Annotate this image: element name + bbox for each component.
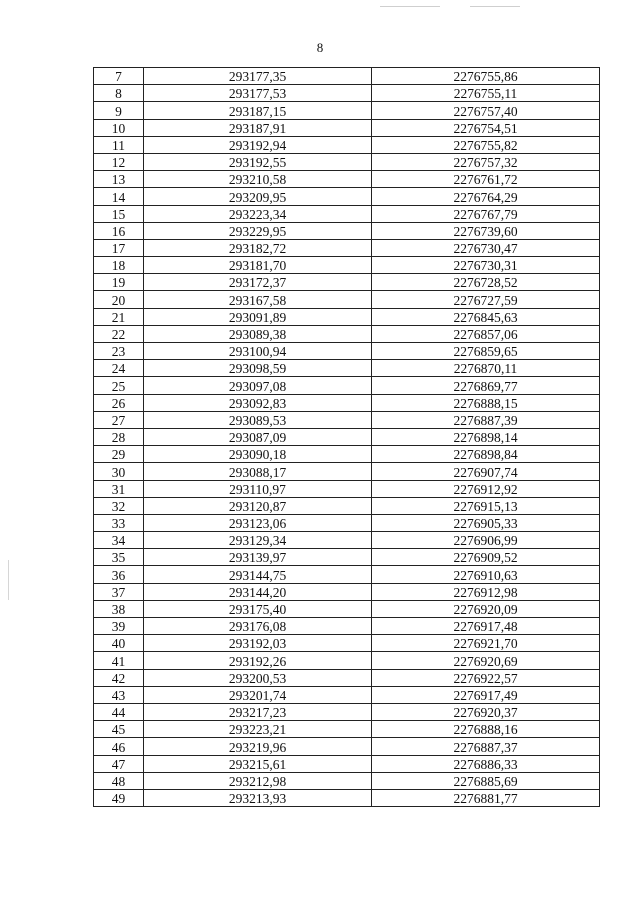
point-number-cell: 46 — [94, 738, 144, 755]
x-coordinate-cell: 293201,74 — [144, 686, 372, 703]
table-row — [94, 618, 600, 635]
table-row — [94, 239, 600, 256]
table-row — [94, 480, 600, 497]
y-coordinate-cell: 2276917,48 — [372, 618, 600, 635]
point-number-cell: 34 — [94, 532, 144, 549]
x-coordinate-cell: 293139,97 — [144, 549, 372, 566]
y-coordinate-cell: 2276917,49 — [372, 686, 600, 703]
table-row — [94, 772, 600, 789]
coordinates-table-container — [93, 67, 599, 807]
table-row — [94, 738, 600, 755]
page-number: 8 — [316, 40, 324, 55]
point-number-cell: 24 — [94, 360, 144, 377]
table-row — [94, 308, 600, 325]
x-coordinate-cell: 293192,55 — [144, 153, 372, 170]
point-number-cell: 32 — [94, 497, 144, 514]
table-row — [94, 669, 600, 686]
point-number-cell: 14 — [94, 188, 144, 205]
point-number-cell: 9 — [94, 102, 144, 119]
point-number-cell: 27 — [94, 411, 144, 428]
point-number-cell: 33 — [94, 514, 144, 531]
x-coordinate-cell: 293187,91 — [144, 119, 372, 136]
y-coordinate-cell: 2276757,40 — [372, 102, 600, 119]
table-row — [94, 652, 600, 669]
coordinates-table — [93, 67, 600, 807]
x-coordinate-cell: 293181,70 — [144, 257, 372, 274]
x-coordinate-cell: 293092,83 — [144, 394, 372, 411]
point-number-cell: 18 — [94, 257, 144, 274]
x-coordinate-cell: 293192,03 — [144, 635, 372, 652]
y-coordinate-cell: 2276912,92 — [372, 480, 600, 497]
x-coordinate-cell: 293100,94 — [144, 343, 372, 360]
table-row — [94, 600, 600, 617]
table-row — [94, 686, 600, 703]
table-row — [94, 153, 600, 170]
point-number-cell: 22 — [94, 325, 144, 342]
point-number-cell: 38 — [94, 600, 144, 617]
y-coordinate-cell: 2276909,52 — [372, 549, 600, 566]
table-row — [94, 755, 600, 772]
table-row — [94, 119, 600, 136]
x-coordinate-cell: 293144,20 — [144, 583, 372, 600]
point-number-cell: 42 — [94, 669, 144, 686]
point-number-cell: 31 — [94, 480, 144, 497]
x-coordinate-cell: 293091,89 — [144, 308, 372, 325]
table-row — [94, 102, 600, 119]
point-number-cell: 35 — [94, 549, 144, 566]
y-coordinate-cell: 2276881,77 — [372, 789, 600, 806]
point-number-cell: 49 — [94, 789, 144, 806]
y-coordinate-cell: 2276757,32 — [372, 153, 600, 170]
y-coordinate-cell: 2276921,70 — [372, 635, 600, 652]
x-coordinate-cell: 293175,40 — [144, 600, 372, 617]
y-coordinate-cell: 2276739,60 — [372, 222, 600, 239]
table-row — [94, 497, 600, 514]
y-coordinate-cell: 2276730,31 — [372, 257, 600, 274]
x-coordinate-cell: 293215,61 — [144, 755, 372, 772]
y-coordinate-cell: 2276915,13 — [372, 497, 600, 514]
table-row — [94, 789, 600, 806]
x-coordinate-cell: 293229,95 — [144, 222, 372, 239]
y-coordinate-cell: 2276845,63 — [372, 308, 600, 325]
table-row — [94, 205, 600, 222]
table-row — [94, 188, 600, 205]
point-number-cell: 11 — [94, 136, 144, 153]
table-row — [94, 136, 600, 153]
point-number-cell: 40 — [94, 635, 144, 652]
table-row — [94, 274, 600, 291]
table-row — [94, 514, 600, 531]
y-coordinate-cell: 2276886,33 — [372, 755, 600, 772]
x-coordinate-cell: 293213,93 — [144, 789, 372, 806]
point-number-cell: 19 — [94, 274, 144, 291]
y-coordinate-cell: 2276754,51 — [372, 119, 600, 136]
x-coordinate-cell: 293187,15 — [144, 102, 372, 119]
x-coordinate-cell: 293087,09 — [144, 428, 372, 445]
y-coordinate-cell: 2276907,74 — [372, 463, 600, 480]
point-number-cell: 12 — [94, 153, 144, 170]
y-coordinate-cell: 2276912,98 — [372, 583, 600, 600]
table-row — [94, 257, 600, 274]
y-coordinate-cell: 2276755,11 — [372, 85, 600, 102]
x-coordinate-cell: 293210,58 — [144, 171, 372, 188]
x-coordinate-cell: 293200,53 — [144, 669, 372, 686]
y-coordinate-cell: 2276859,65 — [372, 343, 600, 360]
x-coordinate-cell: 293209,95 — [144, 188, 372, 205]
table-row — [94, 85, 600, 102]
point-number-cell: 28 — [94, 428, 144, 445]
x-coordinate-cell: 293089,53 — [144, 411, 372, 428]
table-row — [94, 446, 600, 463]
table-row — [94, 411, 600, 428]
point-number-cell: 43 — [94, 686, 144, 703]
point-number-cell: 21 — [94, 308, 144, 325]
x-coordinate-cell: 293172,37 — [144, 274, 372, 291]
x-coordinate-cell: 293123,06 — [144, 514, 372, 531]
x-coordinate-cell: 293223,21 — [144, 721, 372, 738]
table-row — [94, 566, 600, 583]
point-number-cell: 13 — [94, 171, 144, 188]
table-row — [94, 532, 600, 549]
y-coordinate-cell: 2276755,82 — [372, 136, 600, 153]
y-coordinate-cell: 2276764,29 — [372, 188, 600, 205]
y-coordinate-cell: 2276888,16 — [372, 721, 600, 738]
point-number-cell: 7 — [94, 68, 144, 85]
y-coordinate-cell: 2276755,86 — [372, 68, 600, 85]
y-coordinate-cell: 2276728,52 — [372, 274, 600, 291]
x-coordinate-cell: 293219,96 — [144, 738, 372, 755]
x-coordinate-cell: 293182,72 — [144, 239, 372, 256]
x-coordinate-cell: 293192,94 — [144, 136, 372, 153]
x-coordinate-cell: 293089,38 — [144, 325, 372, 342]
y-coordinate-cell: 2276920,09 — [372, 600, 600, 617]
scan-artifact-top — [380, 6, 440, 7]
point-number-cell: 20 — [94, 291, 144, 308]
x-coordinate-cell: 293176,08 — [144, 618, 372, 635]
table-row — [94, 463, 600, 480]
y-coordinate-cell: 2276920,37 — [372, 703, 600, 720]
point-number-cell: 30 — [94, 463, 144, 480]
table-row — [94, 428, 600, 445]
table-row — [94, 583, 600, 600]
table-row — [94, 68, 600, 85]
y-coordinate-cell: 2276730,47 — [372, 239, 600, 256]
table-row — [94, 549, 600, 566]
point-number-cell: 17 — [94, 239, 144, 256]
y-coordinate-cell: 2276870,11 — [372, 360, 600, 377]
y-coordinate-cell: 2276910,63 — [372, 566, 600, 583]
table-row — [94, 343, 600, 360]
point-number-cell: 29 — [94, 446, 144, 463]
x-coordinate-cell: 293088,17 — [144, 463, 372, 480]
table-row — [94, 721, 600, 738]
point-number-cell: 39 — [94, 618, 144, 635]
point-number-cell: 36 — [94, 566, 144, 583]
point-number-cell: 48 — [94, 772, 144, 789]
y-coordinate-cell: 2276920,69 — [372, 652, 600, 669]
x-coordinate-cell: 293129,34 — [144, 532, 372, 549]
y-coordinate-cell: 2276887,39 — [372, 411, 600, 428]
x-coordinate-cell: 293110,97 — [144, 480, 372, 497]
x-coordinate-cell: 293192,26 — [144, 652, 372, 669]
x-coordinate-cell: 293177,53 — [144, 85, 372, 102]
table-row — [94, 394, 600, 411]
point-number-cell: 16 — [94, 222, 144, 239]
y-coordinate-cell: 2276898,84 — [372, 446, 600, 463]
point-number-cell: 44 — [94, 703, 144, 720]
y-coordinate-cell: 2276905,33 — [372, 514, 600, 531]
x-coordinate-cell: 293144,75 — [144, 566, 372, 583]
point-number-cell: 47 — [94, 755, 144, 772]
table-row — [94, 291, 600, 308]
table-row — [94, 222, 600, 239]
point-number-cell: 37 — [94, 583, 144, 600]
point-number-cell: 26 — [94, 394, 144, 411]
point-number-cell: 10 — [94, 119, 144, 136]
y-coordinate-cell: 2276727,59 — [372, 291, 600, 308]
table-row — [94, 635, 600, 652]
point-number-cell: 45 — [94, 721, 144, 738]
point-number-cell: 15 — [94, 205, 144, 222]
table-row — [94, 377, 600, 394]
table-row — [94, 360, 600, 377]
point-number-cell: 41 — [94, 652, 144, 669]
y-coordinate-cell: 2276898,14 — [372, 428, 600, 445]
y-coordinate-cell: 2276887,37 — [372, 738, 600, 755]
scan-artifact-top — [470, 6, 520, 7]
scan-artifact-side — [8, 560, 9, 600]
y-coordinate-cell: 2276885,69 — [372, 772, 600, 789]
y-coordinate-cell: 2276906,99 — [372, 532, 600, 549]
x-coordinate-cell: 293120,87 — [144, 497, 372, 514]
table-row — [94, 171, 600, 188]
y-coordinate-cell: 2276888,15 — [372, 394, 600, 411]
x-coordinate-cell: 293177,35 — [144, 68, 372, 85]
x-coordinate-cell: 293217,23 — [144, 703, 372, 720]
x-coordinate-cell: 293090,18 — [144, 446, 372, 463]
x-coordinate-cell: 293167,58 — [144, 291, 372, 308]
y-coordinate-cell: 2276857,06 — [372, 325, 600, 342]
table-row — [94, 703, 600, 720]
table-row — [94, 325, 600, 342]
point-number-cell: 8 — [94, 85, 144, 102]
y-coordinate-cell: 2276761,72 — [372, 171, 600, 188]
coordinates-table-body — [94, 68, 600, 807]
y-coordinate-cell: 2276869,77 — [372, 377, 600, 394]
point-number-cell: 25 — [94, 377, 144, 394]
x-coordinate-cell: 293097,08 — [144, 377, 372, 394]
y-coordinate-cell: 2276922,57 — [372, 669, 600, 686]
x-coordinate-cell: 293098,59 — [144, 360, 372, 377]
y-coordinate-cell: 2276767,79 — [372, 205, 600, 222]
x-coordinate-cell: 293212,98 — [144, 772, 372, 789]
point-number-cell: 23 — [94, 343, 144, 360]
x-coordinate-cell: 293223,34 — [144, 205, 372, 222]
